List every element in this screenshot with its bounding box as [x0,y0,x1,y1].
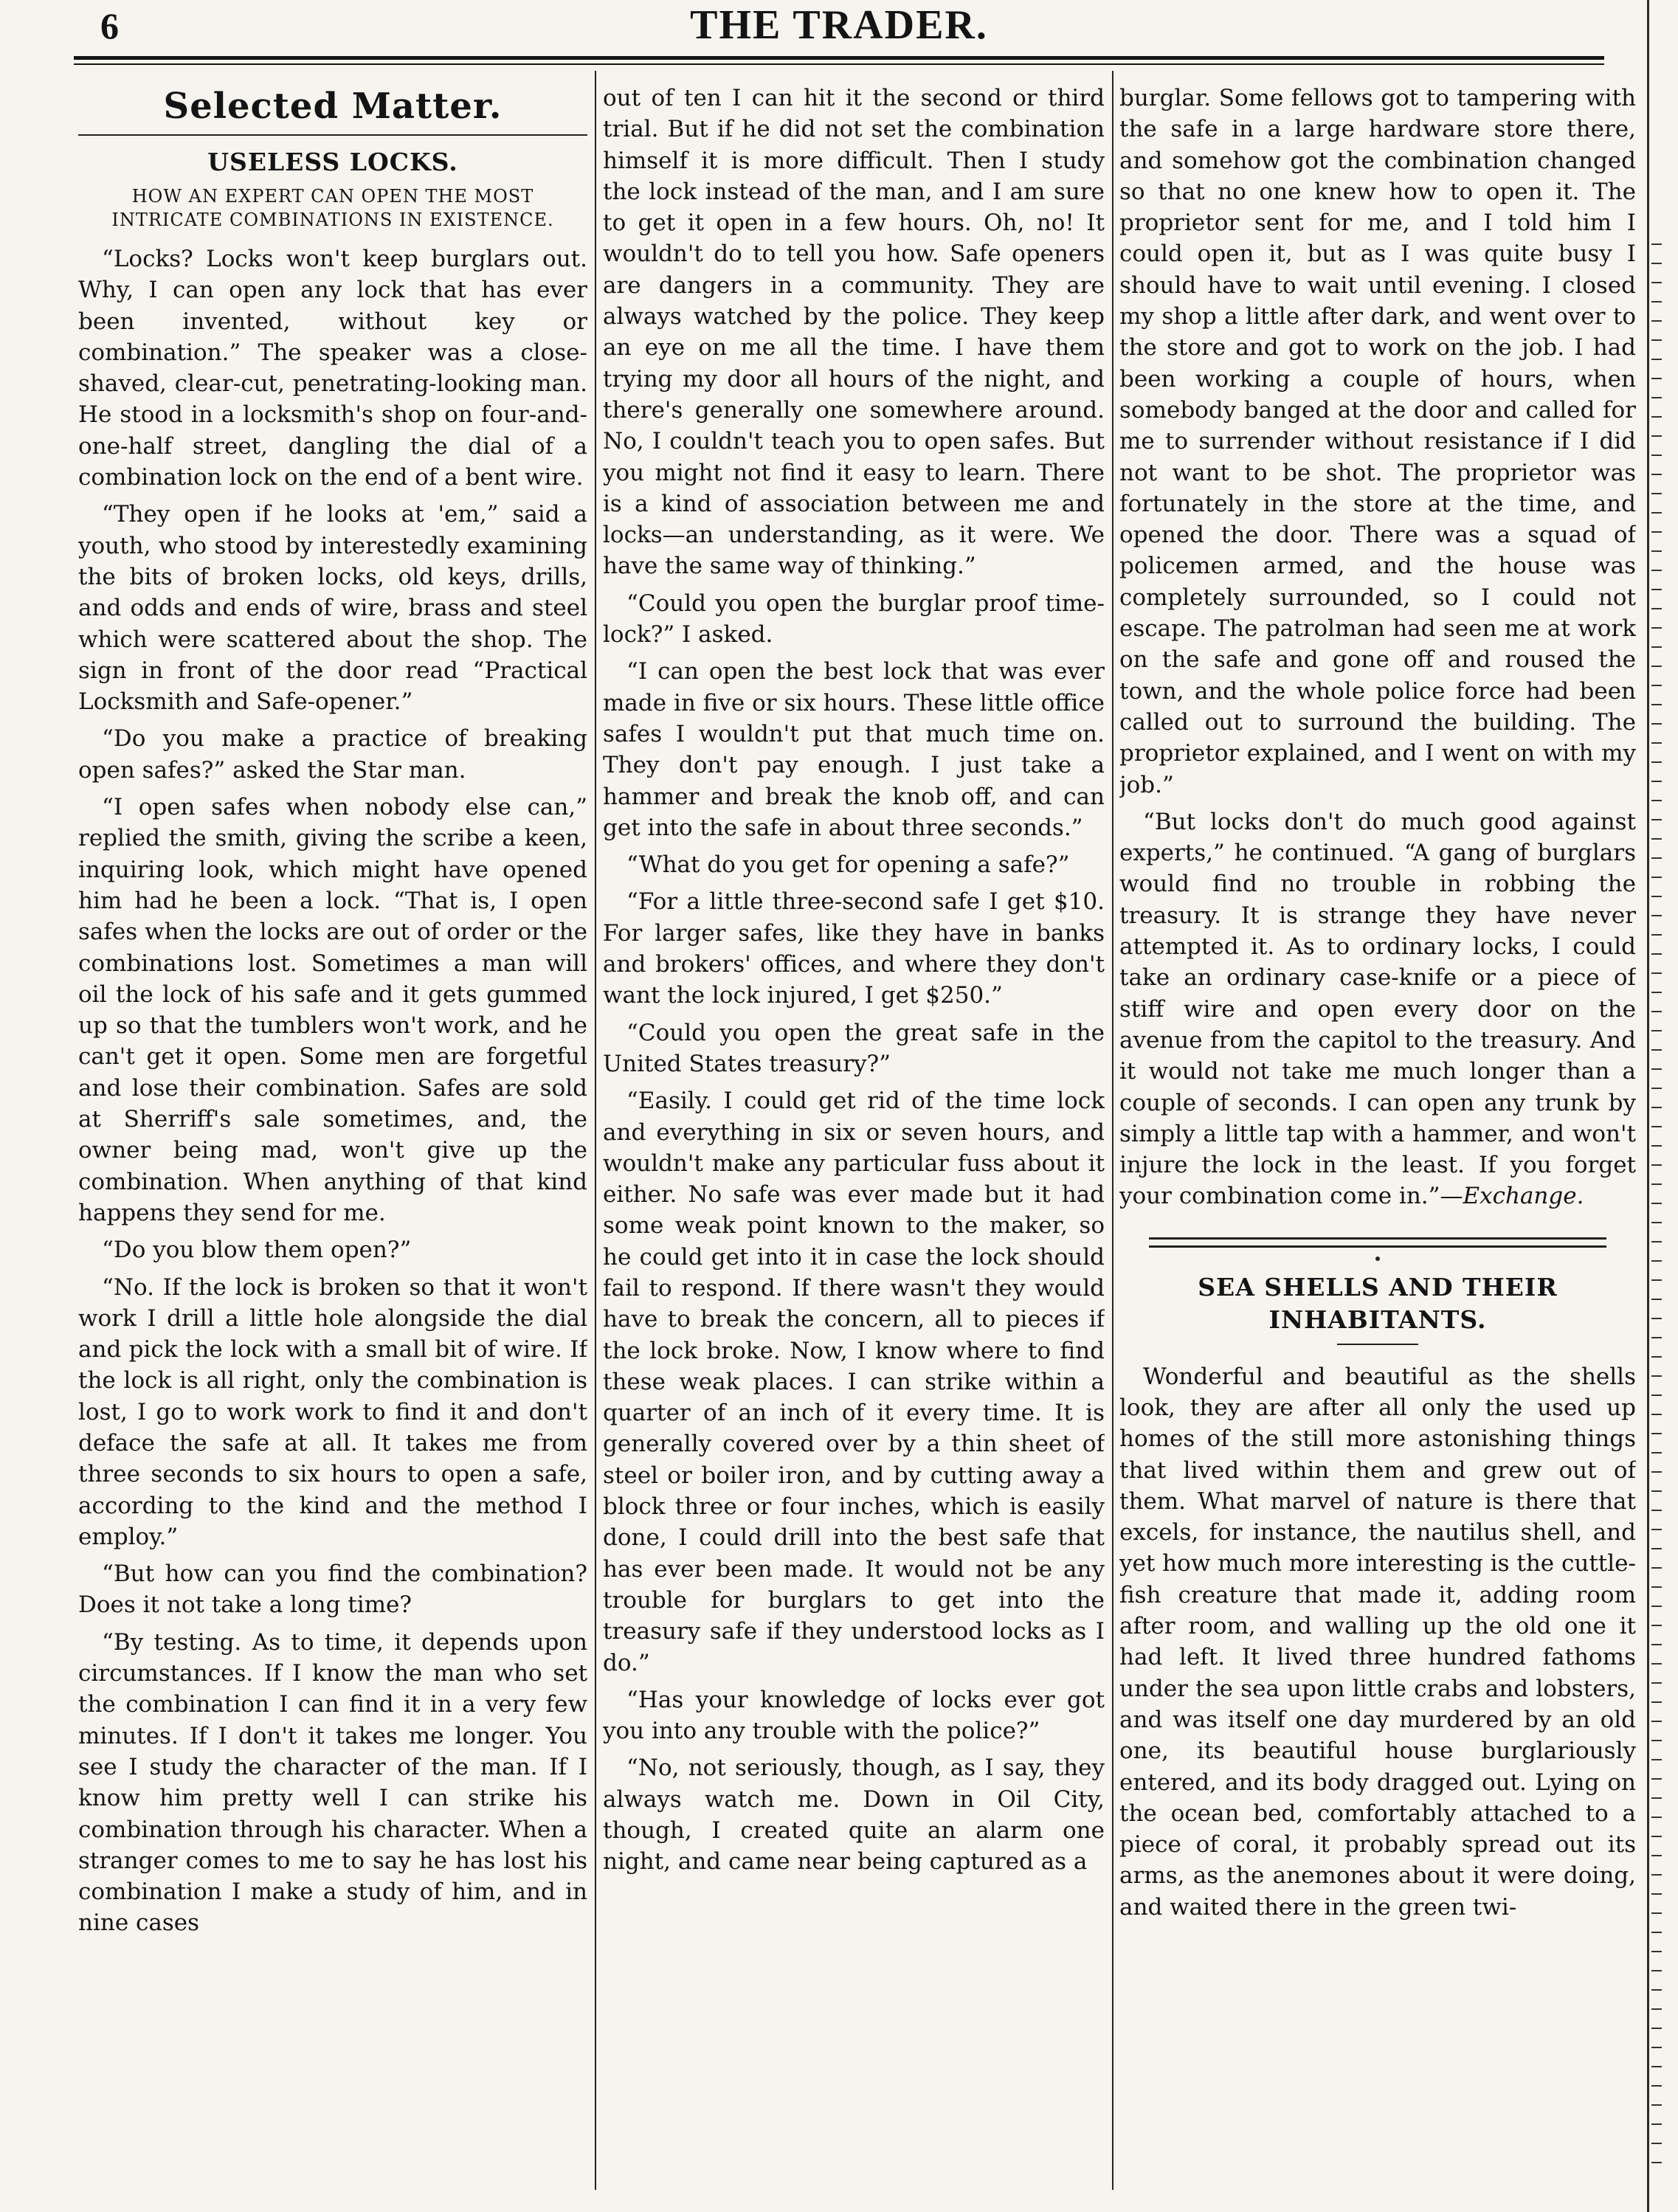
article-paragraph: “But how can you find the combination? Does it not take a long time? [78,1561,587,1619]
article-paragraph: “Easily. I could get rid of the time lock and everything in six or seven hours, and wouldn't make any particular fuss about it either. No safe was ever made but it had some weak point known to the maker, so he could get into it in case the lock should fail to respond. If there wasn't they would have to break the concern, all to pieces if the lock broke. Now, I know where to find these weak places. I can strike within a quarter of an inch of it every time. It is generally covered over by a thin sheet of steel or boiler iron, and by cutting away a block three or four inches, which is easily done, I could drill into the best safe that has ever been made. It would not be any trouble for burglars to get into the treasury safe if they understood locks as I do.” [603,1088,1105,1676]
separator-rule [1149,1237,1606,1240]
separator-dot [1375,1257,1380,1261]
article-title: USELESS LOCKS. [207,148,458,176]
article-paragraph: “I can open the best lock that was ever made in five or six hours. These little office safes I wouldn't put that much time on. They don't pay enough. I just take a hammer and break the knob off, and can get into the safe in about three seconds.” [603,658,1105,841]
article-paragraph: out of ten I can hit it the second or third trial. But if he did not set the combination himself it is more difficult. Then I study the lock instead of the man, and I am sure to get it open in a few hours. Oh, no! It wouldn't do to tell you how. Safe openers are dangers in a community. They are always watched by the police. They keep an eye on me all the time. I have them trying my door all hours of the night, and there's generally one somewhere around. No, I couldn't teach you to open safes. But you might not find it easy to learn. There is a kind of association between me and locks—an understanding, as it were. We have the same way of thinking.” [603,85,1105,580]
article-paragraph: “What do you get for opening a safe?” [626,851,1070,879]
article-paragraph: “Do you make a practice of breaking open safes?” asked the Star man. [78,725,587,784]
article-paragraph: “Has your knowledge of locks ever got you into any trouble with the police?” [603,1686,1105,1745]
article-separator [1149,1237,1606,1261]
article-paragraph: Wonderful and beautiful as the shells look, they are after all only the used up homes of the still more astonishing things that lived within them and grew out of them. What marvel of nature is there that excels, for instance, the nautilus shell, and yet how much more interesting is the cuttle-fish creature that made it, adding room after room, and walling up the old one it had left. It lived three hundred fathoms under the sea upon little crabs and lobsters, and was itself one day murdered by an old one, its beautiful house burglariously entered, and its body dragged out. Lying on the ocean bed, comfortably attached to a piece of coral, it probably spread out its arms, as the anemones about it were doing, and waited there in the green twi- [1119,1363,1636,1921]
article-paragraph: “I open safes when nobody else can,” replied the smith, giving the scribe a keen, inquiring look, which might have opened him had he been a lock. “That is, I open safes when the locks are out of order or the combinations lost. Sometimes a man will oil the lock of his safe and it gets gummed up so that the tumblers won't work, and he can't get it open. Some men are forgetful and lose their combination. Safes are sold at Sherriff's sale sometimes, and, the owner being mad, won't give up the combination. When anything of that kind happens they send for me. [78,794,587,1226]
column-divider [1112,71,1114,2190]
article-paragraph: “Could you open the great safe in the United States treasury?” [603,1019,1105,1077]
section-rule [78,134,587,136]
article-source: Exchange. [1463,1183,1584,1210]
page-header [74,0,1604,58]
column-1 [78,83,587,2193]
article-paragraph: “No. If the lock is broken so that it won't work I drill a little hole alongside the dial and pick the lock with a small bit of wire. If the lock is all right, only the combination is lost, I go to work work to find it and don't deface the safe at all. It takes me from three seconds to six hours to open a safe, according to the kind and the method I employ.” [78,1273,587,1550]
column-2 [603,83,1105,2193]
article-paragraph-text: “But locks don't do much good against experts,” he continued. “A gang of burglars would find no trouble in robbing the treasury. It is strange they have never attempted it. As to ordinary locks, I could take an ordinary case-knife or a piece of stiff wire and open every door on the avenue from the capitol to the treasury. And it would not take me much longer than a couple of seconds. I can open any trunk by simply a little tap with a hammer, and won't injure the lock in the least. If you forget your combination come in.”— [1119,808,1636,1210]
article-paragraph: “Could you open the burglar proof time-lock?” I asked. [603,590,1105,649]
article-title: SEA SHELLS AND THEIR INHABITANTS. [1198,1272,1558,1334]
article-paragraph: burglar. Some fellows got to tampering with the safe in a large hardware store there, and somehow got the combination changed so that no one knew how to open it. The proprietor sent for me, and I told him I could open it, but as I was quite busy I should have to wait until evening. I closed my shop a little after dark, and went over to the store and got to work on the job. I had been working a couple of hours, when somebody banged at the door and called for me to surrender without resistance if I did not want to be shot. The proprietor was fortunately in the store at the time, and opened the door. There was a squad of policemen armed, and the house was completely surrounded, so I could not escape. The patrolman had seen me at work on the safe and gone off and roused the town, and the whole police force had been called out to surround the building. The proprietor explained, and I went on with my job.” [1119,85,1636,798]
article-paragraph: “Do you blow them open?” [102,1237,412,1264]
page-edge [1647,0,1649,2212]
article-subhead: HOW AN EXPERT CAN OPEN THE MOST INTRICATE COMBINATIONS IN EXISTENCE. [111,186,554,230]
article-paragraph: “For a little three-second safe I get $10. For larger safes, like they have in banks and brokers' offices, and where they don't want the lock injured, I get $250.” [603,888,1105,1009]
header-rule-thin [74,63,1604,65]
article-paragraph: “No, not seriously, though, as I say, they always watch me. Down in Oil City, though, I created quite an alarm one night, and came near being captured as a [603,1755,1105,1876]
binding-marks [1651,243,1662,2177]
article-paragraph: “Locks? Locks won't keep burglars out. Why, I can open any lock that has ever been invented, without key or combination.” The speaker was a close-shaved, clear-cut, penetrating-looking man. He stood in a locksmith's shop on four-and-one-half street, dangling the dial of a combination lock on the end of a bent wire. [78,246,587,491]
page-number: 6 [100,5,119,46]
column-3 [1119,83,1636,2193]
separator-rule [1149,1245,1606,1248]
header-rule [74,56,1604,60]
article-paragraph: “They open if he looks at 'em,” said a youth, who stood by interestedly examining the bits of broken locks, old keys, drills, and odds and ends of wire, brass and steel which were scattered about the shop. The sign in front of the door read “Practical Locksmith and Safe-opener.” [78,501,587,716]
masthead: THE TRADER. [690,2,988,48]
title-rule [1337,1344,1418,1345]
article-closing-paragraph [1119,806,1636,1212]
column-divider [595,71,596,2190]
article-paragraph: “By testing. As to time, it depends upon circumstances. If I know the man who set the combination I can find it in a very few minutes. If I don't it takes me longer. You see I study the character of the man. If I know him pretty well I can strike his combination through his character. When a stranger comes to me to say he has lost his combination I make a study of him, and in nine cases [78,1628,587,1937]
section-title: Selected Matter. [163,86,503,127]
